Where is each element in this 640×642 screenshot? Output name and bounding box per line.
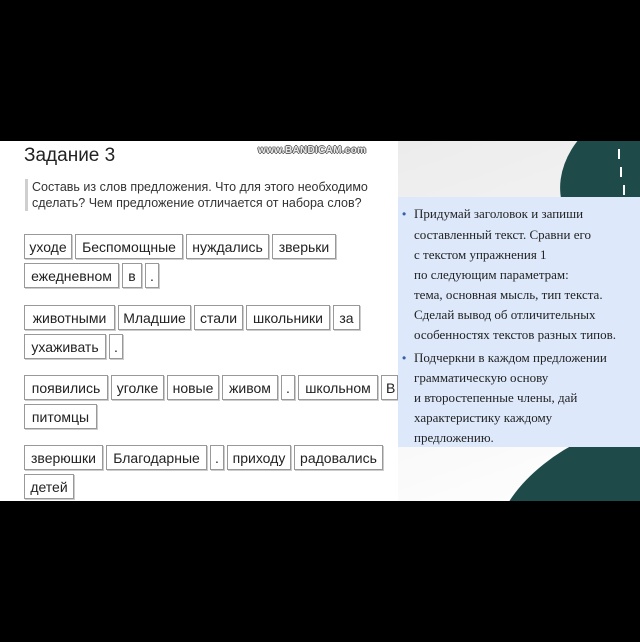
word-card[interactable]: Благодарные <box>106 445 207 470</box>
word-card[interactable]: новые <box>167 375 219 400</box>
question-line: сделать? Чем предложение отличается от набора слов? <box>32 196 362 210</box>
word-card[interactable]: уголке <box>111 375 164 400</box>
word-card[interactable]: в <box>122 263 142 288</box>
word-card[interactable]: . <box>109 334 123 359</box>
note-line: по следующим параметрам: <box>414 267 569 282</box>
word-card[interactable]: зверюшки <box>24 445 103 470</box>
instructions-box <box>398 197 640 447</box>
task-question <box>25 179 387 211</box>
word-card[interactable]: приходу <box>227 445 291 470</box>
task-panel <box>0 141 398 501</box>
note-line: Сделай вывод об отличительных <box>414 307 596 322</box>
word-card[interactable]: за <box>333 305 360 330</box>
word-card[interactable]: . <box>145 263 159 288</box>
bullet-icon: • <box>402 351 407 365</box>
task-title: Задание 3 <box>24 145 116 166</box>
word-card[interactable]: ежедневном <box>24 263 119 288</box>
note-line: характеристику каждому <box>414 410 553 425</box>
note-line: Подчеркни в каждом предложении <box>414 350 607 365</box>
word-card[interactable]: школьники <box>246 305 330 330</box>
note-line: и второстепенные члены, дай <box>414 390 578 405</box>
notes-panel <box>398 141 640 501</box>
bullet-icon: • <box>402 207 407 221</box>
note-line: тема, основная мысль, тип текста. <box>414 287 603 302</box>
word-card[interactable]: радовались <box>294 445 383 470</box>
word-card[interactable]: стали <box>194 305 243 330</box>
word-card[interactable]: школьном <box>298 375 378 400</box>
word-card[interactable]: живом <box>222 375 278 400</box>
road-marking <box>623 185 625 195</box>
word-card[interactable]: . <box>281 375 295 400</box>
road-marking <box>618 149 620 159</box>
word-card[interactable]: детей <box>24 474 74 499</box>
note-line: составленный текст. Сравни его <box>414 227 591 242</box>
word-card[interactable]: уходе <box>24 234 72 259</box>
note-line: предложению. <box>414 430 494 445</box>
word-card[interactable]: появились <box>24 375 108 400</box>
question-line: Составь из слов предложения. Что для этого необходимо <box>32 180 368 194</box>
word-card[interactable]: ухаживать <box>24 334 106 359</box>
road-marking <box>620 167 622 177</box>
note-line: особенностях текстов разных типов. <box>414 327 616 342</box>
note-line: с текстом упражнения 1 <box>414 247 547 262</box>
word-card[interactable]: питомцы <box>24 404 97 429</box>
slide-screen <box>0 141 640 501</box>
word-card[interactable]: Беспомощные <box>75 234 183 259</box>
word-card[interactable]: В <box>381 375 398 400</box>
word-card[interactable]: зверьки <box>272 234 336 259</box>
note-line: грамматическую основу <box>414 370 549 385</box>
word-card[interactable]: Младшие <box>118 305 191 330</box>
word-card[interactable]: животными <box>24 305 115 330</box>
word-card[interactable]: нуждались <box>186 234 269 259</box>
note-line: Придумай заголовок и запиши <box>414 206 584 221</box>
watermark: www.BANDICAM.com <box>258 145 367 156</box>
word-card[interactable]: . <box>210 445 224 470</box>
